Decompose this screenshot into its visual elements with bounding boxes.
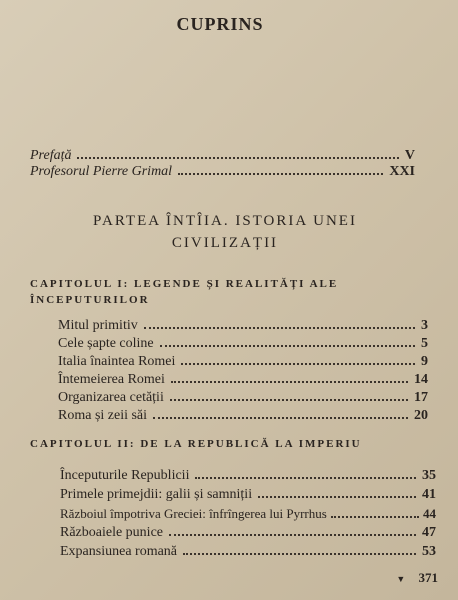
leader-dots (171, 381, 408, 383)
toc-entry (58, 408, 428, 424)
toc-entry (58, 336, 428, 352)
entry-label: Întemeierea Romei (58, 372, 165, 387)
chapter-heading-line2: ÎNCEPUTURILOR (30, 294, 150, 306)
leader-dots (169, 534, 416, 536)
entry-label: Primele primejdii: galii și samniții (60, 487, 253, 502)
leader-dots (183, 553, 416, 555)
leader-dots (170, 399, 408, 401)
triangle-icon: ▼ (396, 574, 406, 584)
entry-page: 3 (421, 318, 428, 333)
leader-dots (331, 516, 419, 518)
entry-page: 35 (422, 468, 436, 483)
entry-page: 53 (422, 544, 436, 559)
toc-entry (60, 544, 436, 560)
entry-page: 9 (421, 354, 428, 369)
entry-page: 14 (414, 372, 428, 387)
leader-dots (258, 496, 416, 498)
toc-entry (60, 525, 436, 541)
entry-page: 41 (422, 487, 436, 502)
entry-label: Începuturile Republicii (60, 468, 190, 483)
entry-page: 44 (423, 506, 436, 521)
toc-entry (58, 390, 428, 406)
leader-dots (181, 363, 415, 365)
chapter-heading-1 (30, 276, 430, 308)
part-heading (70, 210, 380, 254)
toc-entry (60, 487, 436, 503)
entry-label: Prefață (30, 148, 72, 163)
entry-label: Roma și zeii săi (58, 408, 148, 423)
toc-entry (60, 468, 436, 484)
toc-entry-grimal (30, 164, 415, 180)
entry-page: 20 (414, 408, 428, 423)
toc-entry (58, 372, 428, 388)
entry-page: XXI (389, 164, 415, 179)
leader-dots (160, 345, 415, 347)
toc-entry (58, 354, 428, 370)
chapter-heading-line1: CAPITOLUL I: LEGENDE ȘI REALITĂȚI ALE (30, 278, 339, 290)
entry-label: Cele șapte coline (58, 336, 154, 351)
entry-page: V (404, 148, 415, 163)
entry-label: Mitul primitiv (58, 318, 138, 333)
leader-dots (178, 173, 383, 175)
entry-label: Războaiele punice (60, 525, 164, 540)
leader-dots (153, 417, 408, 419)
toc-entry (58, 318, 428, 334)
entry-page: 47 (422, 525, 436, 540)
chapter-heading-2: CAPITOLUL II: DE LA REPUBLICĂ LA IMPERIU (30, 438, 362, 450)
entry-label: Expansiunea romană (60, 544, 178, 559)
page-number: 371 (418, 570, 438, 585)
entry-label: Profesorul Pierre Grimal (30, 164, 173, 179)
leader-dots (144, 327, 415, 329)
page-title: CUPRINS (176, 14, 264, 34)
entry-label: Organizarea cetății (58, 390, 164, 405)
entry-label: Războiul împotriva Greciei: înfrîngerea lui Pyrrhus (60, 506, 327, 521)
part-heading-line1: PARTEA ÎNTÎIA. ISTORIA UNEI (93, 213, 357, 229)
entry-label: Italia înaintea Romei (58, 354, 176, 369)
leader-dots (195, 477, 416, 479)
leader-dots (77, 157, 398, 159)
entry-page: 5 (421, 336, 428, 351)
toc-entry (60, 506, 436, 522)
entry-page: 17 (414, 390, 428, 405)
page-footer (396, 570, 438, 586)
part-heading-line2: CIVILIZAȚII (171, 235, 279, 251)
toc-entry-preface (30, 148, 415, 164)
